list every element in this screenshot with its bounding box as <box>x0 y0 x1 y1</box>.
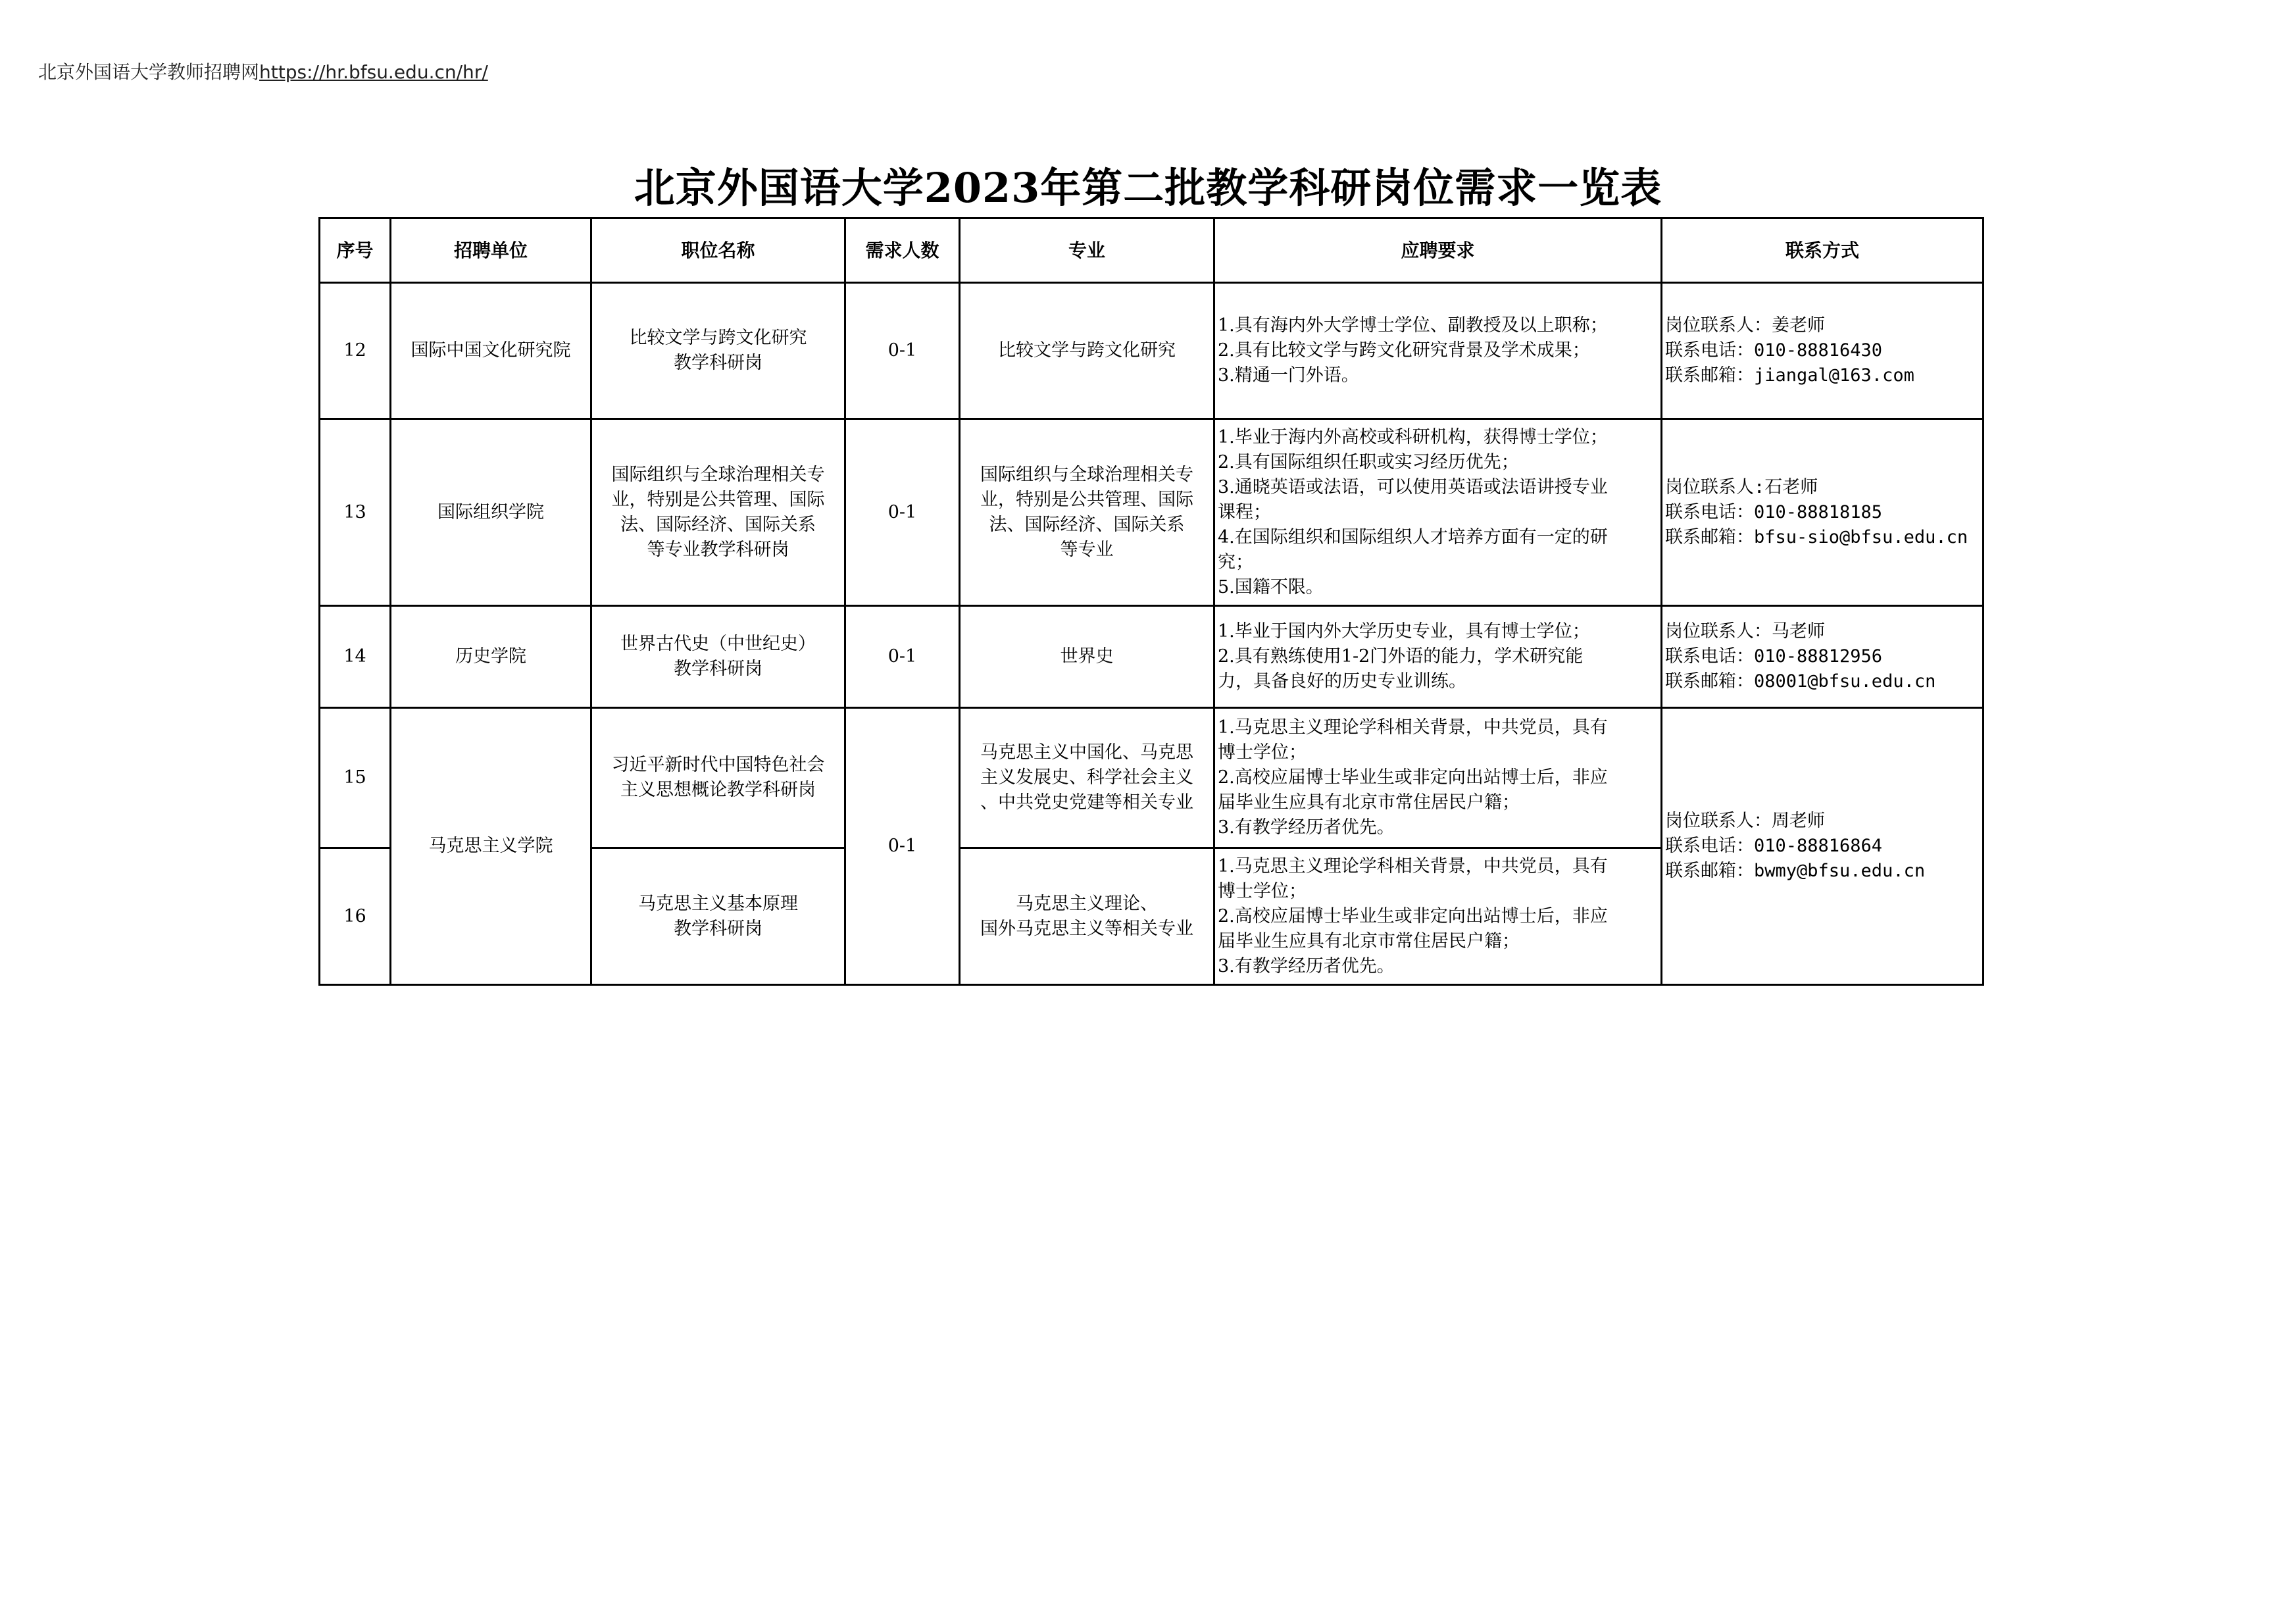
cell-major: 马克思主义理论、 国外马克思主义等相关专业 <box>960 848 1214 985</box>
cell-count: 0-1 <box>845 283 960 419</box>
table-row <box>320 283 1984 419</box>
cell-contact: 岗位联系人：姜老师 联系电话：010-88816430 联系邮箱：jiangal@163.com <box>1662 283 1984 419</box>
table-row <box>320 606 1984 708</box>
col-header-unit: 招聘单位 <box>391 218 591 283</box>
cell-count: 0-1 <box>845 419 960 606</box>
site-url-link[interactable]: https://hr.bfsu.edu.cn/hr/ <box>259 61 488 83</box>
cell-contact: 岗位联系人：周老师 联系电话：010-88816864 联系邮箱：bwmy@bfsu.edu.cn <box>1662 708 1984 985</box>
cell-position: 比较文学与跨文化研究 教学科研岗 <box>591 283 845 419</box>
cell-position: 国际组织与全球治理相关专 业，特别是公共管理、国际 法、国际经济、国际关系 等专业教学科研岗 <box>591 419 845 606</box>
cell-requirements: 1.马克思主义理论学科相关背景，中共党员，具有 博士学位； 2.高校应届博士毕业生或非定向出站博士后，非应 届毕业生应具有北京市常住居民户籍； 3.有教学经历者优先。 <box>1214 708 1662 848</box>
cell-requirements: 1.马克思主义理论学科相关背景，中共党员，具有 博士学位； 2.高校应届博士毕业生或非定向出站博士后，非应 届毕业生应具有北京市常住居民户籍； 3.有教学经历者优先。 <box>1214 848 1662 985</box>
job-table <box>318 217 1984 986</box>
table-row <box>320 419 1984 606</box>
col-header-requirements: 应聘要求 <box>1214 218 1662 283</box>
cell-unit: 国际组织学院 <box>391 419 591 606</box>
cell-major: 马克思主义中国化、马克思 主义发展史、科学社会主义 、中共党史党建等相关专业 <box>960 708 1214 848</box>
col-header-position: 职位名称 <box>591 218 845 283</box>
col-header-count: 需求人数 <box>845 218 960 283</box>
cell-position: 世界古代史（中世纪史） 教学科研岗 <box>591 606 845 708</box>
col-header-contact: 联系方式 <box>1662 218 1984 283</box>
table-row <box>320 708 1984 848</box>
col-header-major: 专业 <box>960 218 1214 283</box>
cell-position: 马克思主义基本原理 教学科研岗 <box>591 848 845 985</box>
cell-unit: 国际中国文化研究院 <box>391 283 591 419</box>
cell-count: 0-1 <box>845 708 960 985</box>
cell-major: 世界史 <box>960 606 1214 708</box>
cell-contact: 岗位联系人：马老师 联系电话：010-88812956 联系邮箱：08001@bfsu.edu.cn <box>1662 606 1984 708</box>
cell-position: 习近平新时代中国特色社会 主义思想概论教学科研岗 <box>591 708 845 848</box>
site-name: 北京外国语大学教师招聘网 <box>38 61 260 83</box>
cell-major: 比较文学与跨文化研究 <box>960 283 1214 419</box>
cell-count: 0-1 <box>845 606 960 708</box>
cell-contact: 岗位联系人:石老师 联系电话：010-88818185 联系邮箱：bfsu-sio@bfsu.edu.cn <box>1662 419 1984 606</box>
cell-requirements: 1.具有海内外大学博士学位、副教授及以上职称； 2.具有比较文学与跨文化研究背景及学术成果； 3.精通一门外语。 <box>1214 283 1662 419</box>
cell-no: 14 <box>320 606 391 708</box>
table-header-row <box>320 218 1984 283</box>
cell-major: 国际组织与全球治理相关专 业，特别是公共管理、国际 法、国际经济、国际关系 等专业 <box>960 419 1214 606</box>
cell-no: 13 <box>320 419 391 606</box>
col-header-no: 序号 <box>320 218 391 283</box>
cell-unit: 马克思主义学院 <box>391 708 591 985</box>
cell-no: 16 <box>320 848 391 985</box>
cell-requirements: 1.毕业于国内外大学历史专业，具有博士学位； 2.具有熟练使用1-2门外语的能力，学术研究能 力，具备良好的历史专业训练。 <box>1214 606 1662 708</box>
page-title: 北京外国语大学2023年第二批教学科研岗位需求一览表 <box>634 164 1662 212</box>
cell-requirements: 1.毕业于海内外高校或科研机构，获得博士学位； 2.具有国际组织任职或实习经历优先； 3.通晓英语或法语，可以使用英语或法语讲授专业 课程； 4.在国际组织和国际组织人才培养方面有一定的研 究； 5.国籍不限。 <box>1214 419 1662 606</box>
cell-no: 12 <box>320 283 391 419</box>
cell-no: 15 <box>320 708 391 848</box>
page-header <box>38 58 488 84</box>
cell-unit: 历史学院 <box>391 606 591 708</box>
